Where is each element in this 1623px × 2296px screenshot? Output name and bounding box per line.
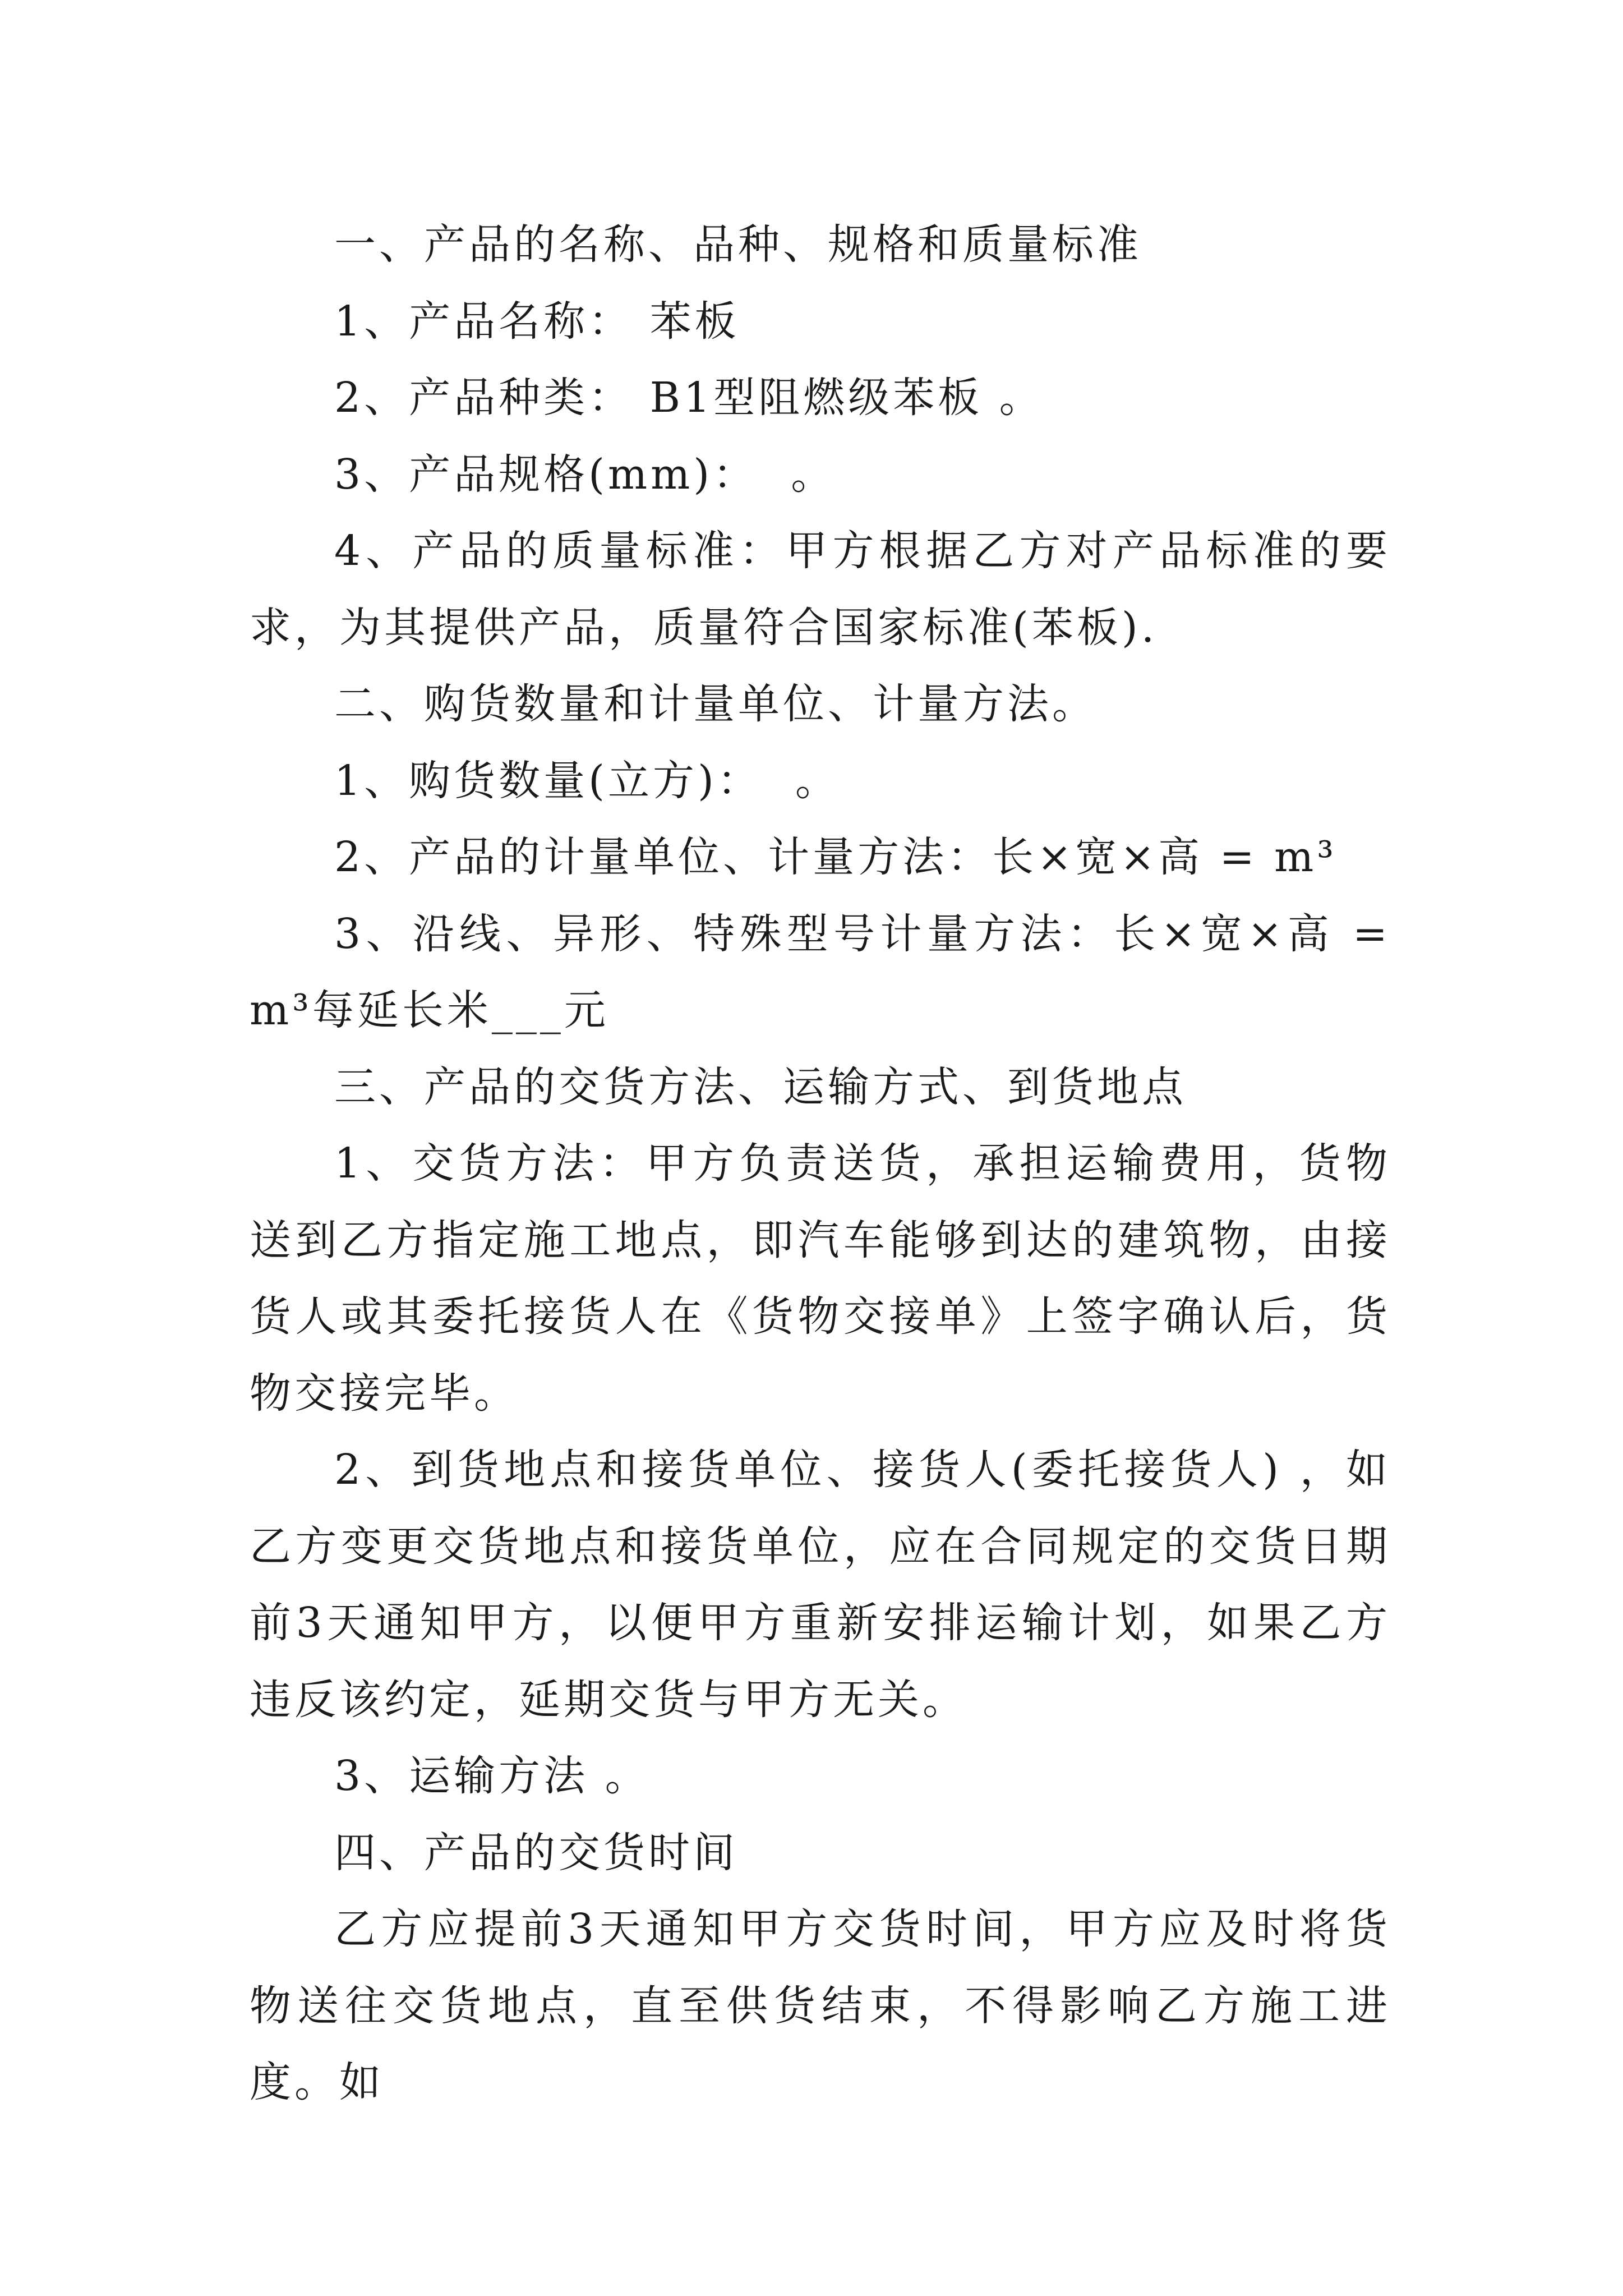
quality-standard-paragraph: 4、产品的质量标准：甲方根据乙方对产品标准的要求，为其提供产品，质量符合国家标准(苯板). — [250, 527, 1391, 652]
measurement-unit-line: 2、产品的计量单位、计量方法：长×宽×高 = m³ — [334, 833, 1337, 881]
delivery-method-paragraph: 1、交货方法：甲方负责送货，承担运输费用，货物送到乙方指定施工地点，即汽车能够到达的建筑物，由接货人或其委托接货人在《货物交接单》上签字确认后，货物交接完毕。 — [250, 1139, 1391, 1418]
product-type-line: 2、产品种类： B1型阻燃级苯板 。 — [334, 374, 1044, 422]
transport-method-line: 3、运输方法 。 — [334, 1752, 650, 1800]
contract-body — [250, 206, 1408, 2121]
product-name-line: 1、产品名称： 苯板 — [334, 297, 740, 346]
section-heading-delivery: 三、产品的交货方法、运输方式、到货地点 — [334, 1062, 1187, 1111]
delivery-location-paragraph: 2、到货地点和接货单位、接货人(委托接货人) ，如乙方变更交货地点和接货单位，应在合同规定的交货日期前3天通知甲方，以便甲方重新安排运输计划，如果乙方违反该约定，延期交货与甲方无关。 — [250, 1446, 1391, 1724]
special-measurement-paragraph: 3、沿线、异形、特殊型号计量方法：长×宽×高 = m³每延长米___元 — [250, 909, 1408, 1034]
section-heading-product: 一、产品的名称、品种、规格和质量标准 — [334, 220, 1142, 269]
delivery-time-paragraph: 乙方应提前3天通知甲方交货时间，甲方应及时将货物送往交货地点，直至供货结束，不得影响乙方施工进度。如 — [250, 1905, 1391, 2106]
purchase-quantity-line: 1、购货数量(立方)： 。 — [334, 756, 840, 805]
section-heading-delivery-time: 四、产品的交货时间 — [334, 1828, 738, 1877]
section-heading-quantity: 二、购货数量和计量单位、计量方法。 — [334, 680, 1097, 728]
product-spec-line: 3、产品规格(mm)： 。 — [334, 450, 836, 499]
